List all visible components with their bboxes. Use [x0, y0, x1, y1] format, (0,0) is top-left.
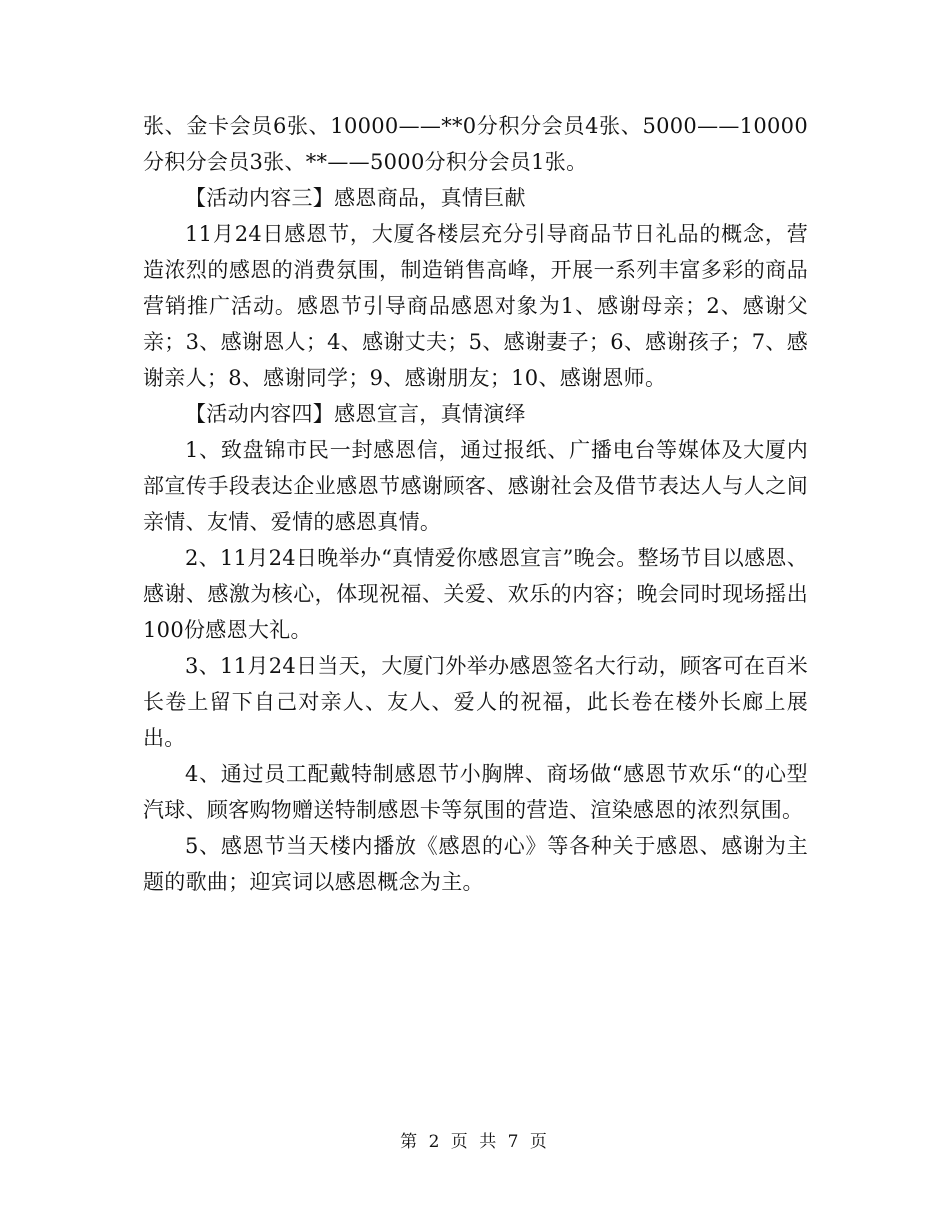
document-body	[143, 108, 808, 900]
paragraph-5: 1、致盘锦市民一封感恩信，通过报纸、广播电台等媒体及大厦内部宣传手段表达企业感恩节感谢顾客、感谢社会及借节表达人与人之间亲情、友情、爱情的感恩真情。	[143, 438, 808, 534]
paragraph-6: 2、11月24日晚举办“真情爱你感恩宣言”晚会。整场节目以感恩、感谢、感激为核心，体现祝福、关爱、欢乐的内容；晚会同时现场摇出100份感恩大礼。	[143, 546, 808, 642]
paragraph-1: 张、金卡会员6张、10000——**0分积分会员4张、5000——10000分积分会员3张、**——5000分积分会员1张。	[143, 114, 808, 174]
footer-total-pages: 7	[507, 1132, 522, 1152]
paragraph-3: 11月24日感恩节，大厦各楼层充分引导商品节日礼品的概念，营造浓烈的感恩的消费氛围，制造销售高峰，开展一系列丰富多彩的商品营销推广活动。感恩节引导商品感恩对象为1、感谢母亲；2、感谢父亲；3、感谢恩人；4、感谢丈夫；5、感谢妻子；6、感谢孩子；7、感谢亲人；8、感谢同学；9、感谢朋友；10、感谢恩师。	[143, 222, 808, 390]
paragraph-9: 5、感恩节当天楼内播放《感恩的心》等各种关于感恩、感谢为主题的歌曲；迎宾词以感恩概念为主。	[143, 834, 808, 894]
section-heading-activity-4: 【活动内容四】感恩宣言，真情演绎	[185, 402, 526, 426]
footer-current-page: 2	[428, 1132, 443, 1152]
section-heading-activity-3: 【活动内容三】感恩商品，真情巨献	[185, 186, 526, 210]
paragraph-8: 4、通过员工配戴特制感恩节小胸牌、商场做“感恩节欢乐“的心型汽球、顾客购物赠送特制感恩卡等氛围的营造、渲染感恩的浓烈氛围。	[143, 762, 808, 822]
paragraph-7: 3、11月24日当天，大厦门外举办感恩签名大行动，顾客可在百米长卷上留下自己对亲人、友人、爱人的祝福，此长卷在楼外长廊上展出。	[143, 654, 808, 750]
footer-suffix: 页	[529, 1132, 550, 1152]
footer-prefix: 第	[400, 1132, 421, 1152]
page-footer	[0, 1127, 950, 1152]
footer-middle: 页 共	[450, 1132, 500, 1152]
